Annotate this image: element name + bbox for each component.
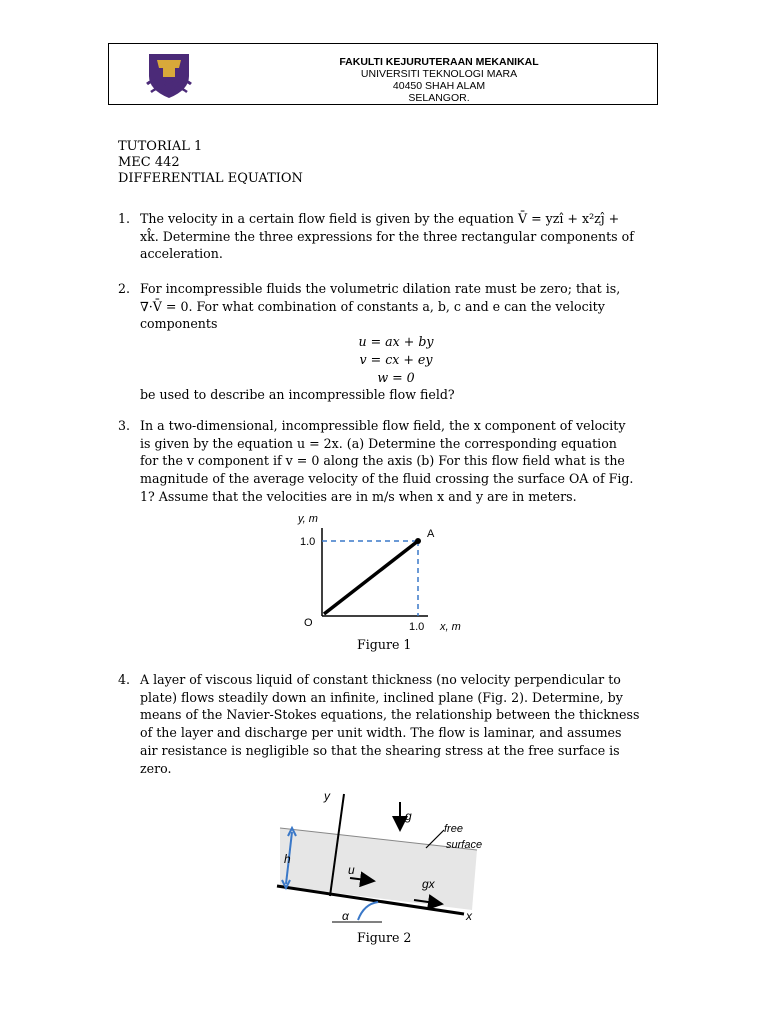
angle-label: α (342, 909, 349, 923)
thickness-label: h (284, 852, 291, 866)
university-logo (143, 50, 195, 100)
point-a-label: A (427, 528, 435, 540)
question-line: plate) flows steadily down an infinite, inclined plane (Fig. 2). Determine, by (140, 689, 623, 705)
question-line: be used to describe an incompressible flow field? (140, 387, 455, 403)
x-axis-label: x, m (440, 621, 461, 633)
tutorial-title: TUTORIAL 1 (118, 139, 203, 154)
question-line: of the layer and discharge per unit width. The flow is laminar, and assumes (140, 725, 622, 741)
y-axis-label: y (324, 789, 330, 803)
figure-1-plot (290, 508, 480, 638)
velocity-label: u (348, 863, 355, 877)
faculty-name: FAKULTI KEJURUTERAAN MEKANIKAL (339, 56, 539, 68)
question-line: In a two-dimensional, incompressible flow field, the x component of velocity (140, 418, 626, 433)
y-axis-label: y, m (298, 513, 318, 525)
question-line: means of the Navier-Stokes equations, the relationship between the thickness (140, 707, 640, 723)
document-title-block (118, 139, 303, 187)
letterhead-box (108, 43, 658, 105)
postcode-city: 40450 SHAH ALAM (392, 80, 486, 92)
figure-2-caption: Figure 2 (357, 930, 412, 945)
question-line: zero. (140, 760, 172, 776)
topic-title: DIFFERENTIAL EQUATION (118, 171, 303, 186)
question-4 (118, 671, 652, 777)
question-number: 3. (118, 418, 131, 433)
state-name: SELANGOR. (408, 92, 470, 104)
figure-1-caption: Figure 1 (357, 637, 412, 652)
question-1 (118, 210, 652, 263)
angle-arc (358, 902, 378, 920)
question-line: xk̂. Determine the three expressions for the three rectangular components of (140, 228, 634, 244)
course-code: MEC 442 (118, 155, 180, 170)
question-line: acceleration. (140, 246, 223, 262)
question-line: The velocity in a certain flow field is given by the equation V̄ = yzî + x²zĵ + (140, 211, 620, 226)
question-number: 4. (118, 672, 131, 687)
free-surface-label-2: surface (446, 839, 483, 851)
gravity-label: g (405, 809, 412, 823)
question-line: 1? Assume that the velocities are in m/s when x and y are in meters. (140, 488, 577, 504)
gravity-component-label: gx (422, 877, 435, 891)
question-number: 2. (118, 281, 131, 296)
equation-u: u = ax + by (358, 334, 434, 350)
figure-2-diagram (272, 788, 487, 928)
x-axis-label: x (466, 909, 472, 923)
free-surface-label-1: free (444, 823, 463, 835)
question-line: is given by the equation u = 2x. (a) Determine the corresponding equation (140, 435, 617, 451)
university-name: UNIVERSITI TEKNOLOGI MARA (360, 68, 518, 80)
question-line: components (140, 316, 218, 332)
question-line: A layer of viscous liquid of constant thickness (no velocity perpendicular to (140, 672, 621, 687)
surface-oa-line (324, 541, 418, 614)
question-2 (118, 280, 652, 404)
question-line: ∇·V̄ = 0. For what combination of constants a, b, c and e can the velocity (140, 298, 605, 314)
question-number: 1. (118, 211, 131, 226)
equation-w: w = 0 (377, 369, 415, 385)
x-tick-label: 1.0 (409, 621, 425, 633)
question-line: magnitude of the average velocity of the fluid crossing the surface OA of Fig. (140, 471, 634, 487)
origin-label: O (304, 617, 313, 629)
question-line: for the v component if v = 0 along the axis (b) For this flow field what is the (140, 453, 625, 469)
equation-v: v = cx + ey (359, 351, 433, 367)
question-line: For incompressible fluids the volumetric dilation rate must be zero; that is, (140, 281, 621, 296)
question-line: air resistance is negligible so that the shearing stress at the free surface is (140, 742, 620, 758)
letterhead-text (249, 56, 629, 104)
y-tick-label: 1.0 (300, 536, 316, 548)
question-3 (118, 417, 652, 506)
point-a-marker (415, 538, 421, 544)
